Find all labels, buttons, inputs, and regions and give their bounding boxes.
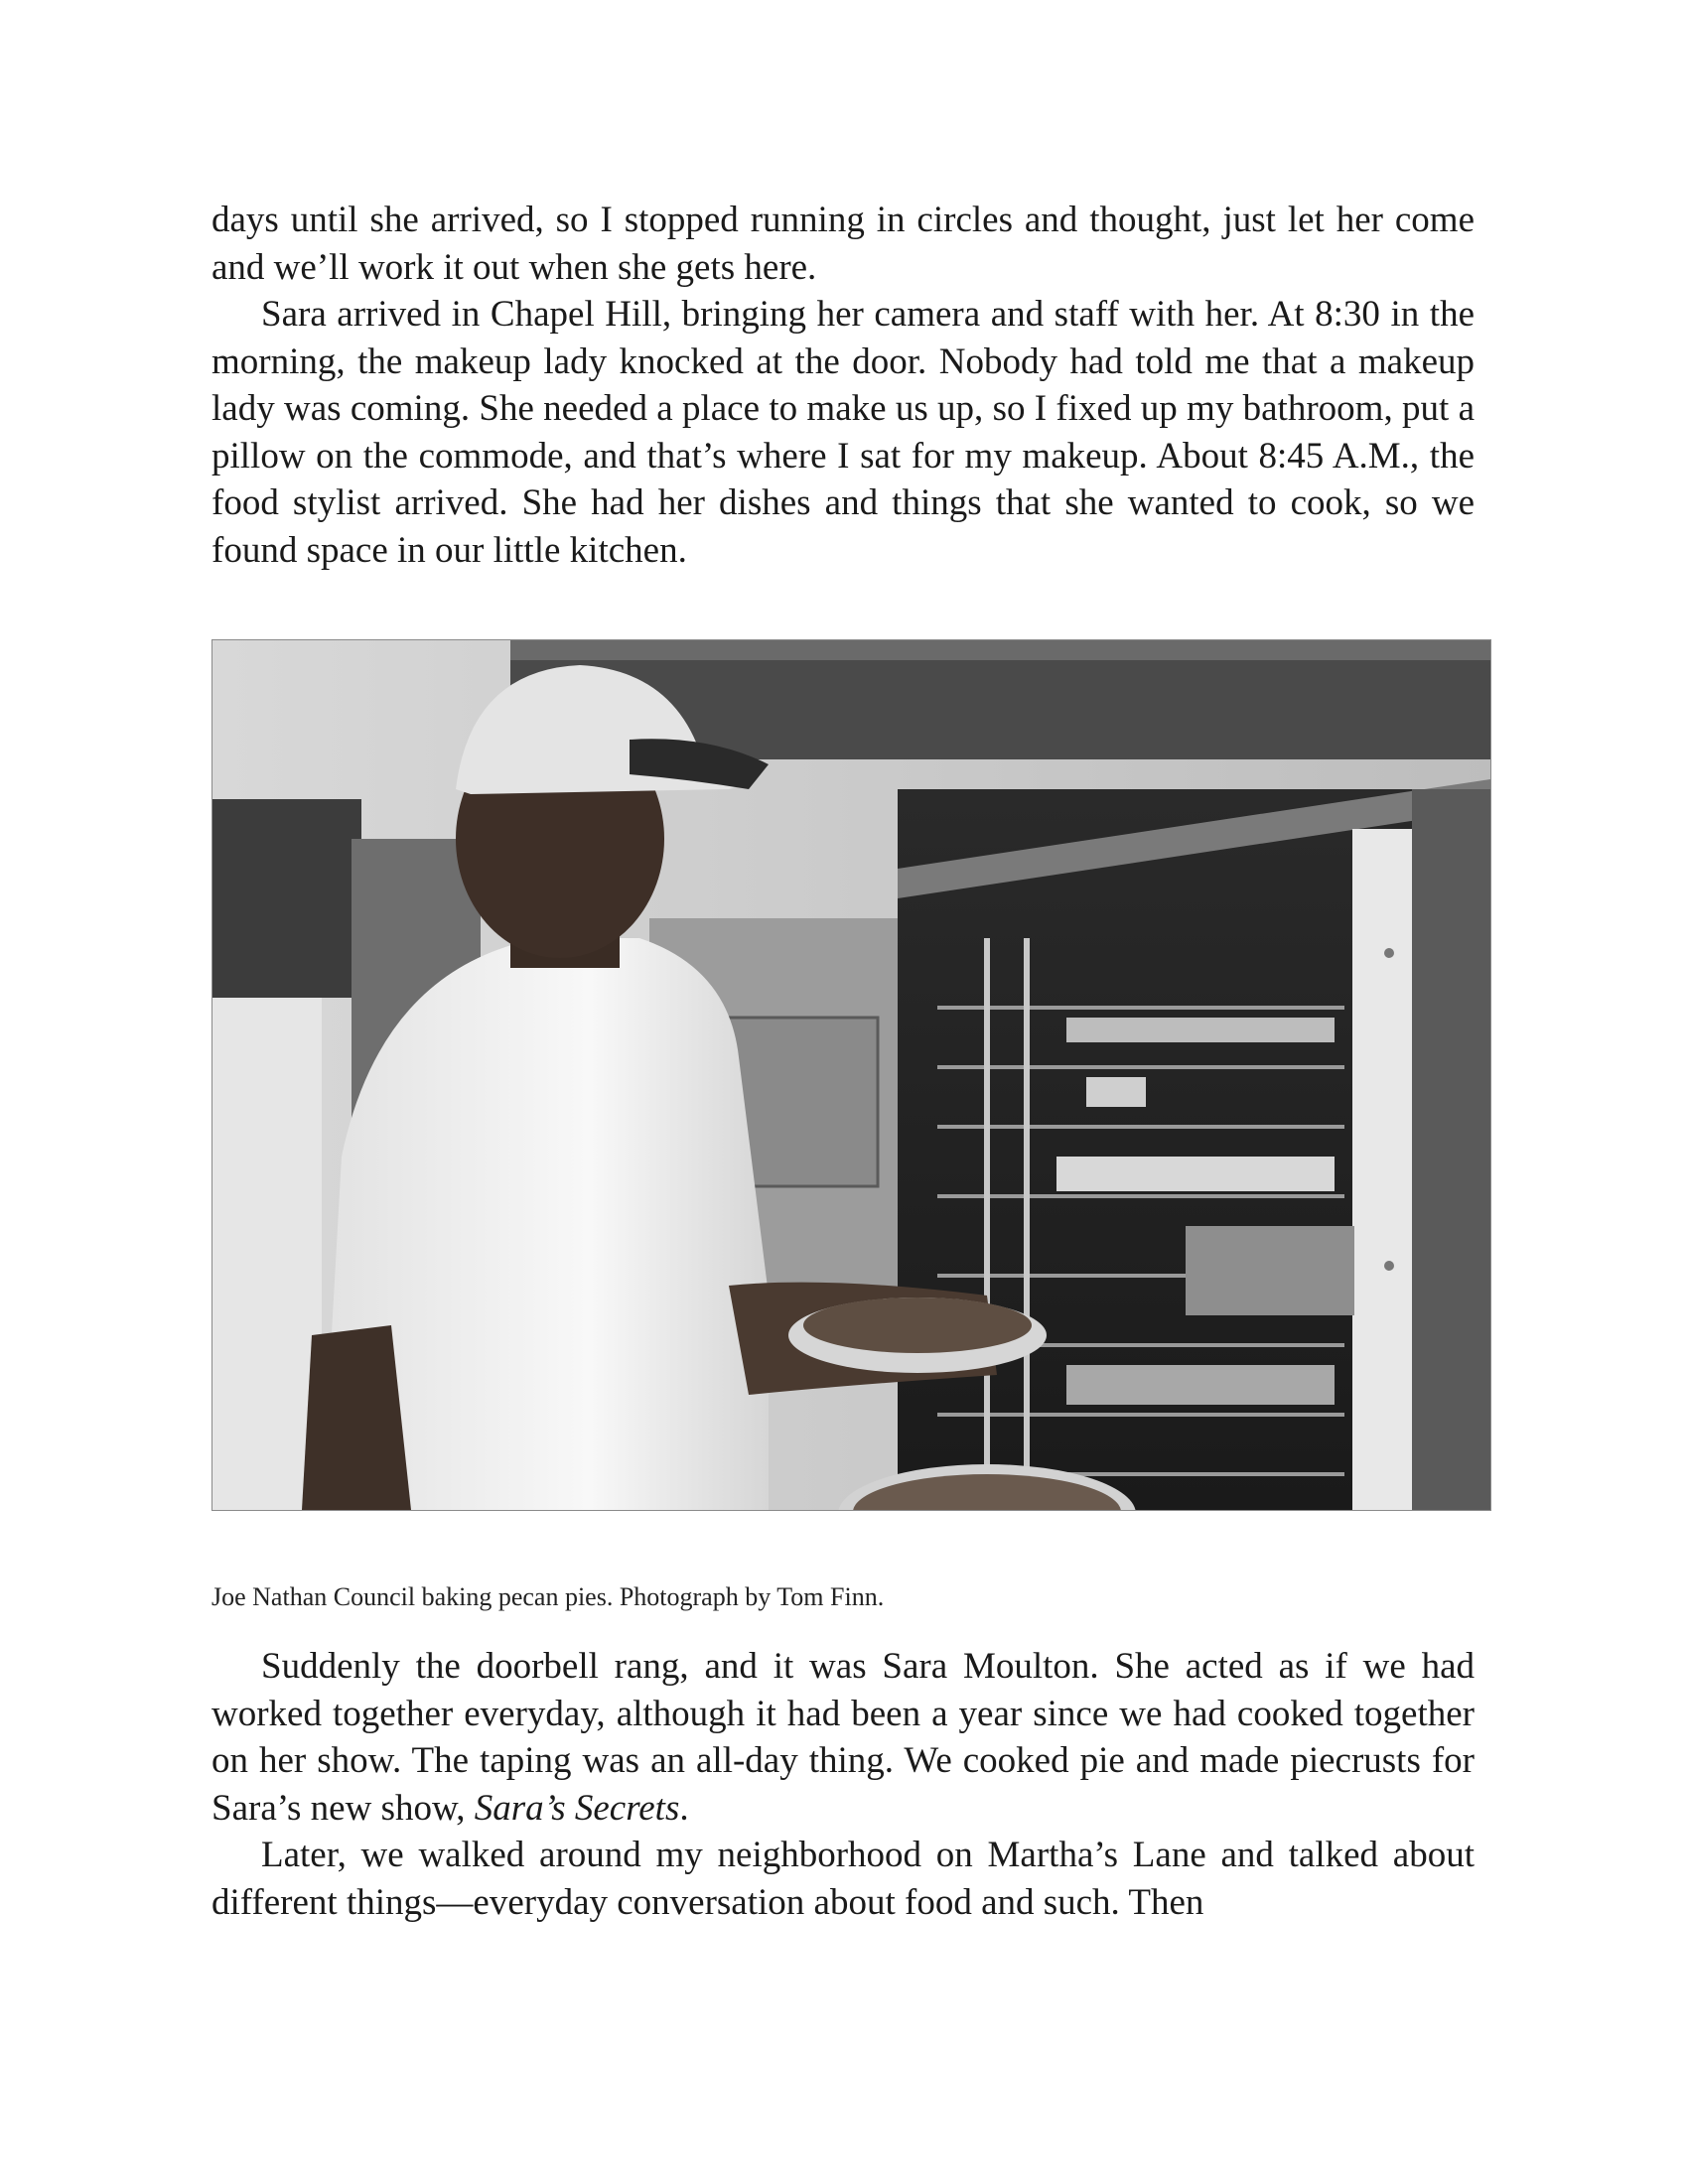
paragraph-doorbell-end: . [679, 1787, 689, 1829]
paragraph-neighborhood: Later, we walked around my neighborhood on Martha’s Lane and talked about different things—everyday conversation about food and such. Then [211, 1835, 1475, 1923]
show-title: Sara’s Secrets [474, 1787, 680, 1829]
bottom-text-block [211, 1643, 1475, 1926]
photo-caption: Joe Nathan Council baking pecan pies. Photograph by Tom Finn. [211, 1582, 885, 1611]
paragraph-doorbell-text: Suddenly the doorbell rang, and it was Sara Moulton. She acted as if we had worked together everyday, although it had been a year since we had cooked together on her show. The taping was an all-day thing. We cooked pie and made piecrusts for Sara’s new show, [211, 1646, 1475, 1829]
paragraph-doorbell [211, 1643, 1475, 1832]
photograph-baker-at-oven [211, 639, 1491, 1511]
top-text-block [211, 197, 1475, 574]
photo-illustration [212, 640, 1490, 1510]
paragraph-continued: days until she arrived, so I stopped running in circles and thought, just let her come and we’ll work it out when she gets here. [211, 200, 1475, 288]
paragraph-arrival: Sara arrived in Chapel Hill, bringing her camera and staff with her. At 8:30 in the morning, the makeup lady knocked at the door. Nobody had told me that a makeup lady was coming. She needed a place to make us up, so I fixed up my bathroom, put a pillow on the commode, and that’s where I sat for my makeup. About 8:45 A.M., the food stylist arrived. She had her dishes and things that she wanted to cook, so we found space in our little kitchen. [211, 294, 1475, 571]
